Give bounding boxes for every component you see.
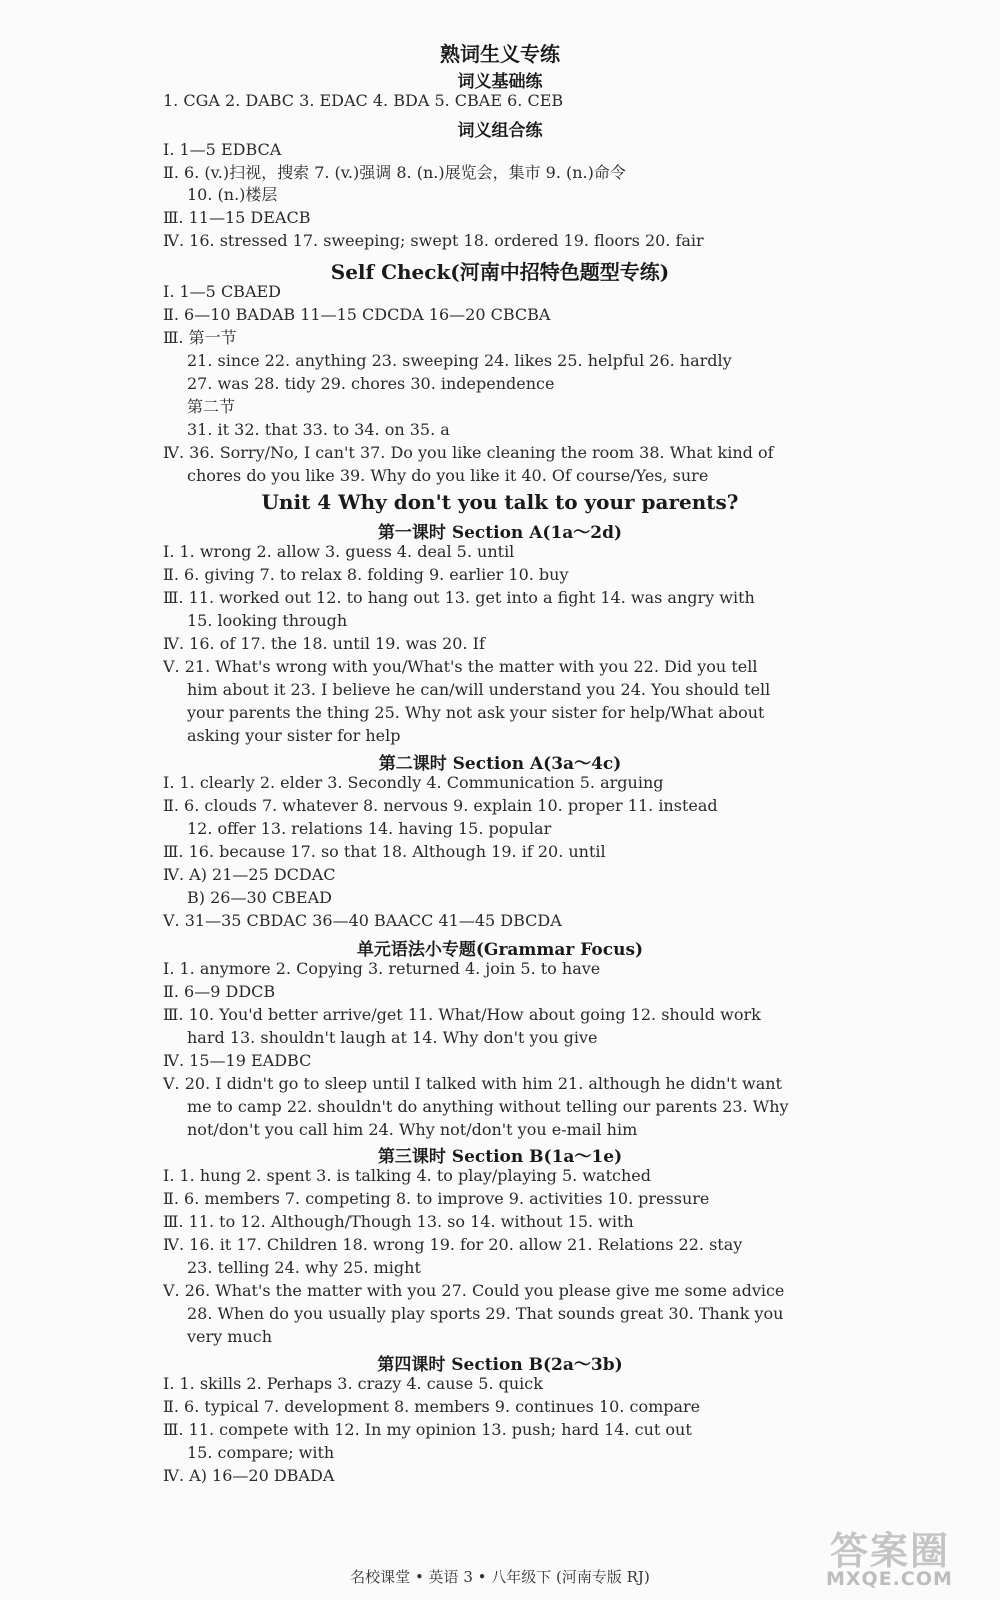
answer-line: Ⅰ. 1. clearly 2. elder 3. Secondly 4. Communication 5. arguing <box>163 773 664 792</box>
subsection-title: 第三课时 Section B(1a～1e) <box>377 1147 623 1167</box>
answer-line: chores do you like 39. Why do you like it 40. Of course/Yes, sure <box>187 466 709 485</box>
answer-line: 10. (n.)楼层 <box>187 185 278 204</box>
answer-line: your parents the thing 25. Why not ask your sister for help/What about <box>187 703 765 722</box>
page-footer: 名校课堂 • 英语 3 • 八年级下 (河南专版 RJ) <box>350 1568 650 1586</box>
watermark-url: MXQE.COM <box>826 1568 953 1590</box>
subsection-title: 第二课时 Section A(3a～4c) <box>378 754 622 774</box>
answer-line: 31. it 32. that 33. to 34. on 35. a <box>187 420 450 439</box>
answer-line: him about it 23. I believe he can/will understand you 24. You should tell <box>187 680 771 699</box>
answer-line: not/don't you call him 24. Why not/don't you e-mail him <box>187 1120 638 1139</box>
subsection-title: 第四课时 Section B(2a～3b) <box>377 1355 623 1375</box>
answer-line: 28. When do you usually play sports 29. That sounds great 30. Thank you <box>187 1304 784 1323</box>
answer-line: 15. compare; with <box>187 1443 335 1462</box>
answer-line: Ⅲ. 11. worked out 12. to hang out 13. get into a fight 14. was angry with <box>163 588 755 607</box>
answer-line: Ⅴ. 26. What's the matter with you 27. Could you please give me some advice <box>163 1281 785 1300</box>
answer-line: Ⅱ. 6. (v.)扫视，搜索 7. (v.)强调 8. (n.)展览会，集市 9. (n.)命令 <box>163 163 626 182</box>
answer-line: Ⅲ. 10. You'd better arrive/get 11. What/How about going 12. should work <box>163 1005 761 1024</box>
answer-line: Ⅱ. 6. giving 7. to relax 8. folding 9. earlier 10. buy <box>163 565 569 584</box>
answer-line: Ⅰ. 1—5 EDBCA <box>163 140 282 159</box>
answer-line: Ⅱ. 6. members 7. competing 8. to improve 9. activities 10. pressure <box>163 1189 710 1208</box>
answer-line: 1. CGA 2. DABC 3. EDAC 4. BDA 5. CBAE 6. CEB <box>163 91 564 110</box>
answer-line: asking your sister for help <box>187 726 401 745</box>
answer-line: 15. looking through <box>187 611 348 630</box>
answer-line: 23. telling 24. why 25. might <box>187 1258 421 1277</box>
answer-line: Ⅱ. 6. typical 7. development 8. members 9. continues 10. compare <box>163 1397 701 1416</box>
watermark-logo <box>818 1520 988 1595</box>
answer-line: Ⅰ. 1. wrong 2. allow 3. guess 4. deal 5. until <box>163 542 515 561</box>
answer-line: B) 26—30 CBEAD <box>187 888 332 907</box>
answer-line: very much <box>187 1327 273 1346</box>
answer-line: 21. since 22. anything 23. sweeping 24. likes 25. helpful 26. hardly <box>187 351 732 370</box>
answer-line: Ⅳ. 15—19 EADBC <box>163 1051 312 1070</box>
answer-line: Ⅰ. 1. anymore 2. Copying 3. returned 4. join 5. to have <box>163 959 601 978</box>
section-title: Self Check(河南中招特色题型专练) <box>330 260 670 284</box>
answer-line: Ⅱ. 6. clouds 7. whatever 8. nervous 9. explain 10. proper 11. instead <box>163 796 718 815</box>
answer-line: Ⅴ. 21. What's wrong with you/What's the matter with you 22. Did you tell <box>163 657 758 676</box>
watermark-text: 答案圈 <box>830 1529 951 1573</box>
answer-line: Ⅱ. 6—10 BADAB 11—15 CDCDA 16—20 CBCBA <box>163 305 551 324</box>
answer-line: Ⅰ. 1. hung 2. spent 3. is talking 4. to play/playing 5. watched <box>163 1166 651 1185</box>
subsection-title: 第一课时 Section A(1a～2d) <box>377 523 623 543</box>
answer-line: Ⅰ. 1. skills 2. Perhaps 3. crazy 4. cause 5. quick <box>163 1374 543 1393</box>
answer-line: Ⅲ. 11. to 12. Although/Though 13. so 14. without 15. with <box>163 1212 634 1231</box>
answer-line: Ⅲ. 第一节 <box>163 328 237 347</box>
answer-line: Ⅲ. 11—15 DEACB <box>163 208 311 227</box>
answer-line: 12. offer 13. relations 14. having 15. popular <box>187 819 552 838</box>
answer-line: 27. was 28. tidy 29. chores 30. independence <box>187 374 555 393</box>
answer-line: Ⅲ. 16. because 17. so that 18. Although 19. if 20. until <box>163 842 606 861</box>
answer-line: Ⅲ. 11. compete with 12. In my opinion 13. push; hard 14. cut out <box>163 1420 692 1439</box>
answer-line: Ⅳ. A) 16—20 DBADA <box>163 1466 335 1485</box>
answer-line: hard 13. shouldn't laugh at 14. Why don't you give <box>187 1028 598 1047</box>
answer-line: 第二节 <box>187 397 236 416</box>
answer-line: Ⅳ. A) 21—25 DCDAC <box>163 865 336 884</box>
answer-line: Ⅱ. 6—9 DDCB <box>163 982 276 1001</box>
answer-line: Ⅳ. 16. it 17. Children 18. wrong 19. for 20. allow 21. Relations 22. stay <box>163 1235 743 1254</box>
answer-line: Ⅴ. 20. I didn't go to sleep until I talked with him 21. although he didn't want <box>163 1074 782 1093</box>
subsection-title: 词义基础练 <box>457 72 543 92</box>
answer-line: me to camp 22. shouldn't do anything without telling our parents 23. Why <box>187 1097 789 1116</box>
answer-line: Ⅳ. 16. stressed 17. sweeping; swept 18. ordered 19. floors 20. fair <box>163 231 704 250</box>
section-title: 熟词生义专练 <box>440 42 560 66</box>
answer-line: Ⅰ. 1—5 CBAED <box>163 282 281 301</box>
answer-line: Ⅴ. 31—35 CBDAC 36—40 BAACC 41—45 DBCDA <box>163 911 562 930</box>
subsection-title: 词义组合练 <box>457 121 543 141</box>
answer-line: Ⅳ. 16. of 17. the 18. until 19. was 20. If <box>163 634 485 653</box>
subsection-title: 单元语法小专题(Grammar Focus) <box>356 940 644 960</box>
answer-line: Ⅳ. 36. Sorry/No, I can't 37. Do you like cleaning the room 38. What kind of <box>163 443 774 462</box>
section-title: Unit 4 Why don't you talk to your parents? <box>261 490 739 514</box>
